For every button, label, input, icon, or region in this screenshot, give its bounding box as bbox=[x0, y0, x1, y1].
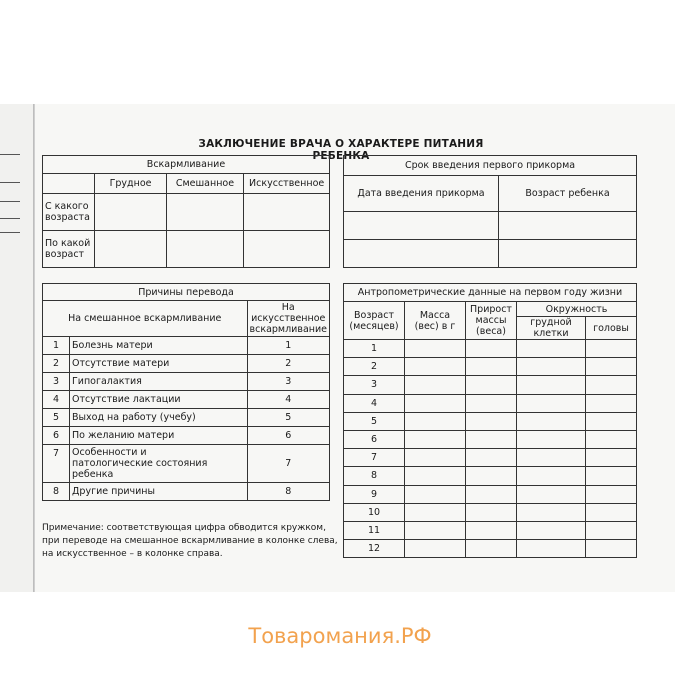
feeding-col-breast: Грудное bbox=[95, 174, 166, 194]
reason-num-left: 1 bbox=[43, 337, 70, 355]
footnote: Примечание: соответствующая цифра обводится кружком, при переводе на смешанное вскармливание в колонке слева, на искусственное – в колонке справа. bbox=[42, 523, 338, 559]
anthro-col-mass: Масса (вес) в г bbox=[405, 302, 466, 340]
reasons-table bbox=[42, 283, 330, 501]
anthro-row bbox=[344, 358, 637, 376]
reason-text: Другие причины bbox=[70, 483, 248, 501]
reason-text: Отсутствие матери bbox=[70, 355, 248, 373]
complementary-table bbox=[343, 155, 637, 268]
anthro-value-cell bbox=[466, 467, 517, 485]
feeding-table bbox=[42, 155, 330, 268]
reason-num-right: 7 bbox=[247, 445, 329, 483]
anthro-value-cell bbox=[405, 449, 466, 467]
complementary-header: Срок введения первого прикорма bbox=[344, 156, 637, 176]
anthro-row bbox=[344, 503, 637, 521]
reason-text: По желанию матери bbox=[70, 427, 248, 445]
anthro-value-cell bbox=[405, 540, 466, 558]
anthro-row bbox=[344, 485, 637, 503]
anthro-value-cell bbox=[586, 376, 637, 394]
anthro-value-cell bbox=[405, 358, 466, 376]
anthro-value-cell bbox=[586, 485, 637, 503]
anthro-value-cell bbox=[466, 540, 517, 558]
anthro-row bbox=[344, 340, 637, 358]
anthro-row bbox=[344, 449, 637, 467]
anthro-value-cell bbox=[517, 540, 586, 558]
reasons-header: Причины перевода bbox=[43, 284, 330, 301]
anthro-row bbox=[344, 412, 637, 430]
anthro-value-cell bbox=[586, 340, 637, 358]
feeding-col-mixed: Смешанное bbox=[166, 174, 244, 194]
anthro-row bbox=[344, 521, 637, 539]
anthro-value-cell bbox=[586, 430, 637, 448]
anthro-row bbox=[344, 376, 637, 394]
anthro-value-cell bbox=[517, 340, 586, 358]
complementary-col-date: Дата введения прикорма bbox=[344, 176, 499, 212]
anthro-col-gain: Прирост массы (веса) bbox=[466, 302, 517, 340]
anthro-value-cell bbox=[586, 358, 637, 376]
anthro-row bbox=[344, 540, 637, 558]
anthro-value-cell bbox=[405, 340, 466, 358]
reason-num-right: 8 bbox=[247, 483, 329, 501]
anthro-value-cell bbox=[517, 467, 586, 485]
anthro-value-cell bbox=[586, 521, 637, 539]
anthro-value-cell bbox=[466, 503, 517, 521]
reason-text: Особенности и патологические состояния ребенка bbox=[70, 445, 248, 483]
anthro-value-cell bbox=[517, 358, 586, 376]
anthro-value-cell bbox=[466, 412, 517, 430]
anthro-col-head: головы bbox=[586, 317, 637, 340]
watermark: Товаромания.РФ bbox=[248, 624, 432, 648]
anthro-age-cell: 5 bbox=[344, 412, 405, 430]
reason-text: Выход на работу (учебу) bbox=[70, 409, 248, 427]
anthro-value-cell bbox=[405, 485, 466, 503]
anthro-header: Антропометрические данные на первом году жизни bbox=[344, 284, 637, 302]
anthro-age-cell: 9 bbox=[344, 485, 405, 503]
anthro-col-circumference: Окружность bbox=[517, 302, 637, 317]
reason-num-left: 4 bbox=[43, 391, 70, 409]
anthro-col-chest: грудной клетки bbox=[517, 317, 586, 340]
anthro-value-cell bbox=[466, 376, 517, 394]
anthro-row bbox=[344, 467, 637, 485]
anthro-value-cell bbox=[517, 521, 586, 539]
anthro-value-cell bbox=[466, 340, 517, 358]
anthro-age-cell: 10 bbox=[344, 503, 405, 521]
anthro-value-cell bbox=[517, 430, 586, 448]
anthro-row bbox=[344, 430, 637, 448]
feeding-cell bbox=[166, 231, 244, 268]
reason-num-left: 6 bbox=[43, 427, 70, 445]
anthro-value-cell bbox=[517, 503, 586, 521]
anthro-age-cell: 8 bbox=[344, 467, 405, 485]
reason-num-right: 2 bbox=[247, 355, 329, 373]
reason-num-left: 2 bbox=[43, 355, 70, 373]
anthro-value-cell bbox=[405, 394, 466, 412]
anthro-age-cell: 4 bbox=[344, 394, 405, 412]
anthro-table bbox=[343, 283, 637, 558]
reasons-col-artificial: На искусственное вскармливание bbox=[247, 301, 329, 337]
reason-num-right: 4 bbox=[247, 391, 329, 409]
reasons-col-mixed: На смешанное вскармливание bbox=[43, 301, 248, 337]
anthro-value-cell bbox=[466, 430, 517, 448]
anthro-value-cell bbox=[466, 521, 517, 539]
anthro-age-cell: 1 bbox=[344, 340, 405, 358]
anthro-age-cell: 6 bbox=[344, 430, 405, 448]
reason-num-right: 5 bbox=[247, 409, 329, 427]
anthro-value-cell bbox=[586, 394, 637, 412]
feeding-col-artificial: Искусственное bbox=[244, 174, 330, 194]
anthro-value-cell bbox=[466, 449, 517, 467]
anthro-value-cell bbox=[405, 430, 466, 448]
anthro-value-cell bbox=[586, 503, 637, 521]
anthro-value-cell bbox=[586, 467, 637, 485]
reason-num-right: 6 bbox=[247, 427, 329, 445]
anthro-age-cell: 2 bbox=[344, 358, 405, 376]
feeding-cell bbox=[95, 231, 166, 268]
reason-num-left: 5 bbox=[43, 409, 70, 427]
feeding-header: Вскармливание bbox=[43, 156, 330, 174]
feeding-cell bbox=[95, 194, 166, 231]
adjacent-page-edge bbox=[0, 104, 35, 592]
anthro-value-cell bbox=[517, 449, 586, 467]
anthro-age-cell: 11 bbox=[344, 521, 405, 539]
anthro-rows bbox=[344, 340, 637, 558]
anthro-value-cell bbox=[405, 412, 466, 430]
anthro-value-cell bbox=[517, 394, 586, 412]
anthro-value-cell bbox=[405, 503, 466, 521]
reason-num-left: 3 bbox=[43, 373, 70, 391]
reason-text: Болезнь матери bbox=[70, 337, 248, 355]
anthro-value-cell bbox=[466, 394, 517, 412]
reason-num-right: 3 bbox=[247, 373, 329, 391]
anthro-value-cell bbox=[405, 376, 466, 394]
complementary-col-age: Возраст ребенка bbox=[499, 176, 637, 212]
anthro-age-cell: 12 bbox=[344, 540, 405, 558]
reason-num-left: 8 bbox=[43, 483, 70, 501]
anthro-value-cell bbox=[517, 376, 586, 394]
anthro-value-cell bbox=[466, 358, 517, 376]
anthro-value-cell bbox=[586, 540, 637, 558]
feeding-cell bbox=[244, 231, 330, 268]
anthro-row bbox=[344, 394, 637, 412]
reason-num-left: 7 bbox=[43, 445, 70, 483]
anthro-age-cell: 7 bbox=[344, 449, 405, 467]
anthro-value-cell bbox=[586, 449, 637, 467]
anthro-value-cell bbox=[517, 485, 586, 503]
feeding-cell bbox=[166, 194, 244, 231]
feeding-row-until: По какой возраст bbox=[43, 231, 95, 268]
reason-text: Отсутствие лактации bbox=[70, 391, 248, 409]
reason-num-right: 1 bbox=[247, 337, 329, 355]
anthro-age-cell: 3 bbox=[344, 376, 405, 394]
anthro-value-cell bbox=[586, 412, 637, 430]
anthro-value-cell bbox=[466, 485, 517, 503]
anthro-col-age: Возраст (месяцев) bbox=[344, 302, 405, 340]
anthro-value-cell bbox=[405, 521, 466, 539]
reason-text: Гипогалактия bbox=[70, 373, 248, 391]
page-title: ЗАКЛЮЧЕНИЕ ВРАЧА О ХАРАКТЕРЕ ПИТАНИЯ РЕБЕНКА bbox=[198, 138, 484, 162]
anthro-value-cell bbox=[405, 467, 466, 485]
feeding-cell bbox=[244, 194, 330, 231]
feeding-row-from: С какого возраста bbox=[43, 194, 95, 231]
anthro-value-cell bbox=[517, 412, 586, 430]
